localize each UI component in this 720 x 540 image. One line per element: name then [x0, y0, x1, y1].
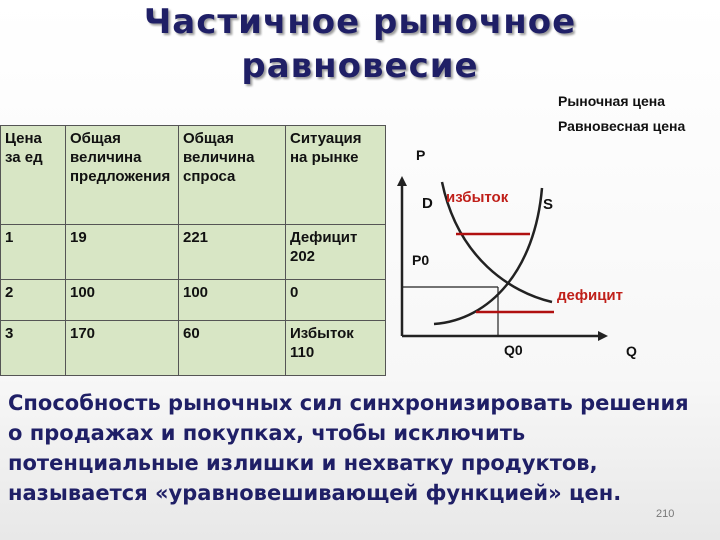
table-cell: Избыток 110: [286, 321, 386, 376]
table-row: [1, 280, 386, 321]
market-table: [0, 125, 386, 376]
table-cell: 0: [286, 280, 386, 321]
table-header-cell: Цена за ед: [1, 126, 66, 225]
table-cell: 19: [66, 225, 179, 280]
p0-label: P0: [412, 252, 430, 268]
market-price-label: Рыночная цена: [558, 93, 666, 109]
title-line-2: равновесие: [241, 46, 479, 86]
table-cell: 1: [1, 225, 66, 280]
table-header-row: [1, 126, 386, 225]
table-header-cell: Общая величина спроса: [179, 126, 286, 225]
title-line-1: Частичное рыночное: [143, 2, 577, 42]
table-cell: 221: [179, 225, 286, 280]
table-cell: 60: [179, 321, 286, 376]
table-cell: 100: [179, 280, 286, 321]
supply-label: S: [543, 196, 554, 213]
slide-title: [0, 0, 720, 88]
table-cell: 2: [1, 280, 66, 321]
axis-p-label: P: [416, 147, 426, 163]
body-text: Способность рыночных сил синхронизировать решения о продажах и покупках, чтобы исключить потенциальные излишки и нехватку продуктов, называется «уравновешивающей функцией» цен.: [8, 391, 689, 505]
supply-demand-graph: [390, 140, 660, 365]
table-cell: 3: [1, 321, 66, 376]
equilibrium-price-label: Равновесная цена: [558, 118, 686, 134]
table-header-cell: Ситуация на рынке: [286, 126, 386, 225]
page-number: 210: [656, 508, 675, 520]
table-header-cell: Общая величина предложения: [66, 126, 179, 225]
shortage-label: дефицит: [557, 287, 623, 304]
quantity-axis-arrow: [598, 331, 608, 341]
axis-q-label: Q: [626, 343, 637, 359]
table-row: [1, 225, 386, 280]
table-cell: Дефицит 202: [286, 225, 386, 280]
table-cell: 100: [66, 280, 179, 321]
price-axis-arrow: [397, 176, 407, 186]
demand-label: D: [422, 195, 433, 212]
table-cell: 170: [66, 321, 179, 376]
q0-label: Q0: [504, 342, 523, 358]
surplus-label: избыток: [446, 189, 509, 206]
table-row: [1, 321, 386, 376]
